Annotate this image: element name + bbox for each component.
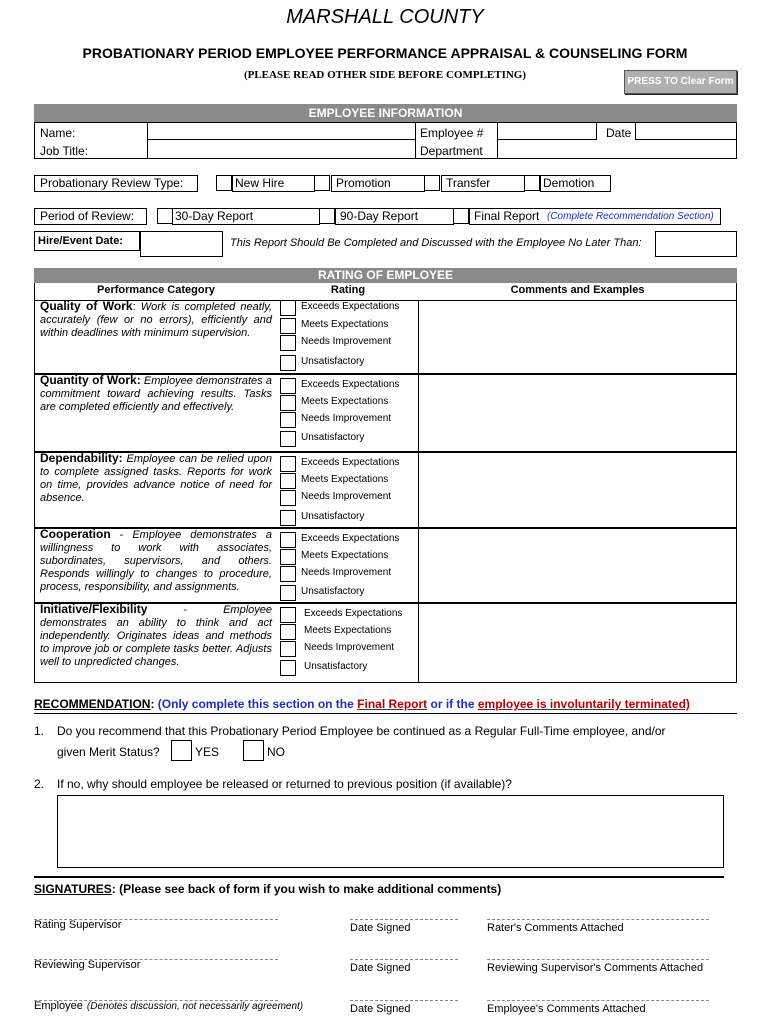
job-title-label: Job Title:	[40, 144, 89, 158]
category-name: Quality of Work	[40, 299, 133, 313]
rating-option-label: Unsatisfactory	[304, 661, 368, 672]
q2-number: 2.	[34, 777, 45, 791]
category-separator: -	[110, 529, 133, 541]
col-rating: Rating	[330, 284, 366, 296]
30-day-label: 30-Day Report	[175, 209, 254, 223]
deadline-input[interactable]	[655, 231, 737, 257]
rating-checkbox[interactable]	[280, 355, 296, 371]
rating-option-label: Unsatisfactory	[301, 586, 365, 597]
date-signed-label: Date Signed	[350, 1003, 411, 1015]
rating-option-label: Meets Expectations	[301, 319, 389, 330]
attached-line[interactable]	[487, 959, 709, 960]
promotion-field	[331, 175, 425, 192]
demotion-field	[540, 175, 611, 192]
recommendation-note-b: or if the	[430, 697, 475, 711]
category-name: Quantity of Work:	[40, 373, 141, 387]
date-line[interactable]	[350, 959, 458, 960]
rating-option-label: Exceeds Expectations	[301, 457, 400, 468]
no-checkbox[interactable]	[243, 740, 264, 761]
90-day-checkbox[interactable]	[319, 208, 335, 224]
final-report-note: (Complete Recommendation Section)	[547, 211, 714, 222]
rating-option-label: Unsatisfactory	[301, 432, 365, 443]
hire-date-label: Hire/Event Date:	[34, 231, 140, 251]
signer-label: Rating Supervisor	[34, 919, 122, 931]
category-name: Initiative/Flexibility	[40, 602, 148, 616]
rating-checkbox[interactable]	[280, 395, 296, 411]
rating-option-label: Exceeds Expectations	[304, 608, 403, 619]
signer-role	[34, 1000, 303, 1012]
signatures-heading	[34, 882, 501, 896]
rating-checkbox[interactable]	[280, 456, 296, 472]
new-hire-label: New Hire	[235, 176, 285, 190]
deadline-note: This Report Should Be Completed and Discussed with the Employee No Later Than:	[230, 237, 642, 249]
category-separator: -	[147, 604, 224, 616]
date-signed-label: Date Signed	[350, 962, 411, 974]
rating-checkbox[interactable]	[280, 335, 296, 351]
signer-role	[34, 919, 121, 931]
rating-checkbox[interactable]	[280, 566, 296, 582]
name-label: Name:	[40, 126, 76, 140]
signer-note: (Denotes discussion, not necessarily agreement)	[86, 1001, 304, 1012]
rating-option-label: Unsatisfactory	[301, 356, 365, 367]
rating-checkbox[interactable]	[280, 607, 296, 623]
recommendation-note-final: Final Report	[357, 697, 428, 711]
new-hire-field	[232, 175, 315, 192]
90-day-label: 90-Day Report	[340, 209, 419, 223]
rating-checkbox[interactable]	[280, 473, 296, 489]
promotion-label: Promotion	[336, 176, 391, 190]
recommendation-note-a: (Only complete this section on the	[157, 697, 354, 711]
demotion-checkbox[interactable]	[524, 175, 540, 191]
recommendation-note-term: employee is involuntarily terminated)	[477, 697, 690, 711]
comments-attached-label: Employee's Comments Attached	[487, 1003, 646, 1015]
rating-checkbox[interactable]	[280, 624, 296, 640]
category-text: Employee demonstrates an ability to think and act independently. Originates ideas and methods to improve job or complete tasks better. Adjusts well to unpredicted changes.	[40, 604, 272, 668]
rating-option-label: Needs Improvement	[301, 413, 392, 424]
rating-checkbox[interactable]	[280, 318, 296, 334]
yes-checkbox[interactable]	[171, 740, 192, 761]
30-day-checkbox[interactable]	[157, 208, 173, 224]
q1-number: 1.	[34, 724, 45, 738]
rating-option-label: Meets Expectations	[304, 625, 392, 636]
date-signed-label: Date Signed	[350, 922, 411, 934]
department-label: Department	[420, 144, 483, 158]
date-line[interactable]	[350, 919, 458, 920]
final-report-label: Final Report	[474, 209, 540, 223]
q1-text: Do you recommend that this Probationary Period Employee be continued as a Regular Full-Time employee, and/or	[57, 724, 666, 738]
rating-option-label: Meets Expectations	[301, 396, 389, 407]
category-name: Cooperation	[40, 527, 111, 541]
name-input[interactable]	[147, 122, 416, 140]
rating-option-label: Meets Expectations	[301, 474, 389, 485]
signer-role	[34, 959, 140, 971]
attached-line[interactable]	[487, 1000, 709, 1001]
col-category: Performance Category	[97, 284, 215, 296]
comments-input[interactable]	[419, 375, 736, 451]
90-day-field	[335, 208, 454, 225]
read-note: (PLEASE READ OTHER SIDE BEFORE COMPLETING)	[243, 69, 527, 81]
signatures-divider	[34, 876, 724, 878]
employee-number-label: Employee #	[420, 126, 484, 140]
signer-label: Employee	[34, 1000, 83, 1012]
yes-label: YES	[195, 745, 220, 759]
rating-checkbox[interactable]	[280, 412, 296, 428]
rating-option-label: Needs Improvement	[301, 567, 392, 578]
recommendation-colon: :	[150, 697, 155, 711]
category-text: Employee demonstrates a commitment toward achieving results. Tasks are completed efficiently and effectively.	[40, 375, 272, 413]
employee-number-input[interactable]	[497, 122, 597, 140]
rating-checkbox[interactable]	[280, 532, 296, 548]
no-label: NO	[267, 745, 285, 759]
category-description	[40, 528, 272, 594]
demotion-label: Demotion	[543, 176, 595, 190]
category-name: Dependability:	[40, 451, 123, 465]
transfer-field	[441, 175, 525, 192]
rating-option-label: Unsatisfactory	[301, 511, 365, 522]
rating-checkbox[interactable]	[280, 585, 296, 601]
comments-input[interactable]	[419, 301, 736, 373]
rating-checkbox[interactable]	[280, 378, 296, 394]
job-title-input[interactable]	[147, 140, 416, 159]
category-text: Work is completed neatly, accurately (few or no errors), efficiently and within deadlines with minimum supervision.	[40, 301, 273, 339]
rating-option-label: Exceeds Expectations	[301, 379, 400, 390]
category-description	[40, 374, 272, 414]
rating-checkbox[interactable]	[280, 510, 296, 526]
q1-text-2: given Merit Status?	[57, 745, 160, 759]
date-input[interactable]	[635, 122, 737, 140]
review-type-label: Probationary Review Type:	[34, 175, 198, 192]
rating-checkbox[interactable]	[280, 660, 296, 676]
rating-checkbox[interactable]	[280, 431, 296, 447]
comments-input[interactable]	[419, 529, 736, 602]
rating-option-label: Exceeds Expectations	[301, 533, 400, 544]
30-day-field	[172, 208, 320, 225]
rating-checkbox[interactable]	[280, 549, 296, 565]
transfer-label: Transfer	[446, 176, 491, 190]
recommendation-heading	[34, 697, 690, 711]
date-label: Date	[606, 126, 632, 140]
comments-attached-label: Reviewing Supervisor's Comments Attached	[487, 962, 704, 974]
transfer-checkbox[interactable]	[424, 175, 440, 191]
recommendation-title: RECOMMENDATION	[34, 697, 151, 711]
comments-attached-label: Rater's Comments Attached	[487, 922, 624, 934]
attached-line[interactable]	[487, 919, 709, 920]
employee-info-header: EMPLOYEE INFORMATION	[34, 104, 737, 122]
category-description	[40, 452, 272, 505]
category-text: Employee demonstrates a willingness to work with associates, subordinates, supervisors, and others. Responds willingly to changes to procedure, process, responsibility, and assignments.	[40, 529, 272, 593]
period-label: Period of Review:	[34, 208, 147, 225]
category-separator: :	[132, 301, 141, 313]
comments-input[interactable]	[419, 453, 736, 527]
col-comments: Comments and Examples	[510, 284, 645, 296]
rating-option-label: Needs Improvement	[301, 491, 392, 502]
signatures-note: : (Please see back of form if you wish to make additional comments)	[111, 882, 502, 896]
rating-option-label: Exceeds Expectations	[301, 301, 400, 312]
rating-header: RATING OF EMPLOYEE	[34, 268, 737, 283]
department-input[interactable]	[497, 140, 737, 159]
rating-checkbox[interactable]	[280, 300, 296, 316]
promotion-checkbox[interactable]	[314, 175, 330, 191]
q2-text: If no, why should employee be released or returned to previous position (if available)?	[57, 777, 512, 791]
category-description	[40, 603, 272, 669]
county-title: MARSHALL COUNTY	[286, 6, 484, 28]
rating-option-label: Meets Expectations	[301, 550, 389, 561]
rating-checkbox[interactable]	[280, 490, 296, 506]
signer-label: Reviewing Supervisor	[34, 959, 141, 971]
category-text: Employee can be relied upon to complete assigned tasks. Reports for work on time, provides advance notice of need for absence.	[40, 453, 272, 504]
date-line[interactable]	[350, 1000, 458, 1001]
signatures-title: SIGNATURES	[34, 882, 112, 896]
hire-date-input[interactable]	[140, 231, 223, 257]
category-description	[40, 300, 272, 340]
rating-option-label: Needs Improvement	[304, 642, 395, 653]
comments-input[interactable]	[419, 604, 736, 682]
release-reason-textarea[interactable]	[57, 795, 724, 868]
recommendation-divider	[34, 713, 737, 714]
rating-checkbox[interactable]	[280, 641, 296, 657]
final-report-checkbox[interactable]	[453, 208, 469, 224]
clear-form-button[interactable]: PRESS TO Clear Form	[624, 70, 737, 94]
new-hire-checkbox[interactable]	[216, 175, 232, 191]
rating-option-label: Needs Improvement	[301, 336, 392, 347]
form-title: PROBATIONARY PERIOD EMPLOYEE PERFORMANCE APPRAISAL & COUNSELING FORM	[82, 45, 688, 61]
